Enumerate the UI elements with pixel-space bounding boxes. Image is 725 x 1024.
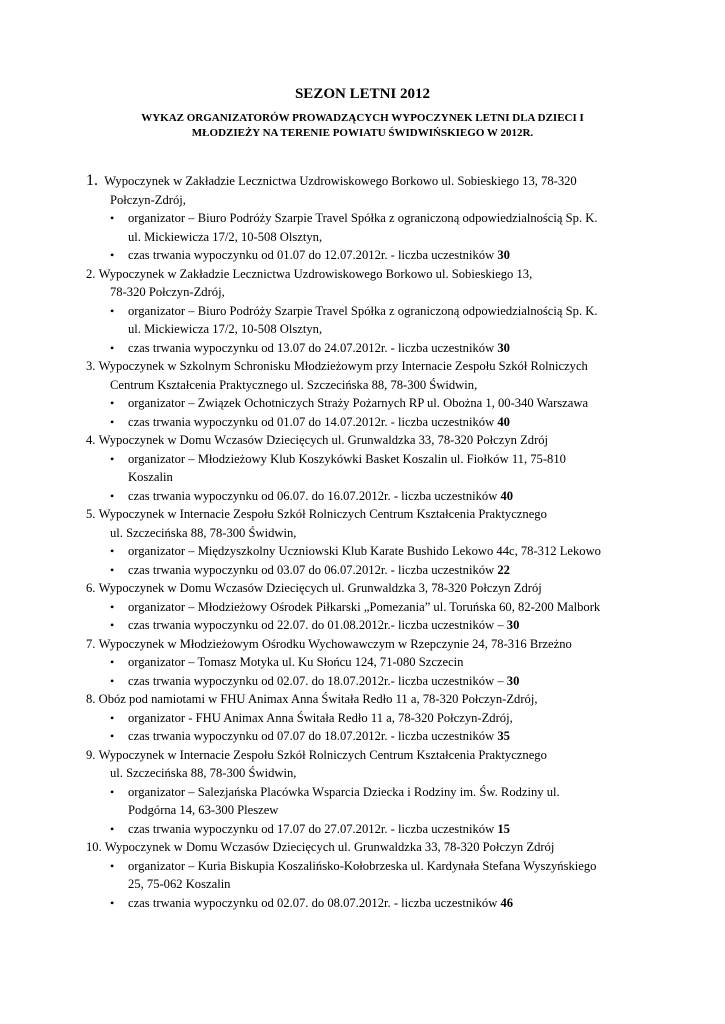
entry-heading xyxy=(86,431,646,450)
participant-count: 40 xyxy=(497,414,510,429)
organizer-bullet xyxy=(86,450,646,487)
entry-details xyxy=(86,709,646,746)
organizer-text: organizator – Biuro Podróży Szarpie Travel Spółka z ograniczoną odpowiedzialnością Sp. K. xyxy=(128,303,598,318)
entry-details xyxy=(86,783,646,839)
organizer-list xyxy=(86,172,646,912)
duration-text: czas trwania wypoczynku od 02.07. do 08.07.2012r. - liczba uczestników xyxy=(128,895,501,910)
participant-count: 30 xyxy=(506,618,520,632)
organizer-text: organizator – Salezjańska Placówka Wsparcia Dziecka i Rodziny im. Św. Rodziny ul. xyxy=(128,784,560,799)
entry-location: Wypoczynek w Zakładzie Lecznictwa Uzdrowiskowego Borkowo ul. Sobieskiego 13, 78-320 xyxy=(104,174,577,188)
organizer-text: organizator – Związek Ochotniczych Straży Pożarnych RP ul. Obożna 1, 00-340 Warszawa xyxy=(128,396,589,410)
organizer-bullet xyxy=(86,857,646,894)
duration-text: czas trwania wypoczynku od 06.07. do 16.07.2012r. - liczba uczestników xyxy=(128,488,501,503)
organizer-bullet xyxy=(86,653,646,672)
entry-location: Obóz pod namiotami w FHU Animax Anna Świtała Redło 11 a, 78-320 Połczyn-Zdrój, xyxy=(98,692,538,706)
entry-heading xyxy=(86,690,646,709)
entry-details xyxy=(86,394,646,431)
duration-bullet xyxy=(86,561,646,580)
organizer-bullet xyxy=(86,783,646,820)
duration-bullet xyxy=(86,672,646,691)
organizer-text: organizator – Tomasz Motyka ul. Ku Słońcu 124, 71-080 Szczecin xyxy=(128,655,464,669)
subtitle-line-1: WYKAZ ORGANIZATORÓW PROWADZĄCYCH WYPOCZYNEK LETNI DLA DZIECI I xyxy=(141,112,584,124)
organizer-text: organizator – Młodzieżowy Ośrodek Piłkarski „Pomezania” ul. Toruńska 60, 82-200 Malbork xyxy=(128,599,601,614)
duration-bullet xyxy=(86,616,646,635)
entry-location-cont: Połczyn-Zdrój, xyxy=(110,192,186,207)
list-item xyxy=(86,579,646,635)
entry-location: Wypoczynek w Internacie Zespołu Szkół Rolniczych Centrum Kształcenia Praktycznego xyxy=(98,747,547,762)
entry-location-cont: Centrum Kształcenia Praktycznego ul. Szczecińska 88, 78-300 Świdwin, xyxy=(110,377,478,392)
entry-details xyxy=(86,209,646,265)
list-item xyxy=(86,172,646,265)
organizer-text-cont: Koszalin xyxy=(128,470,173,484)
entry-number: 1. xyxy=(86,172,98,189)
organizer-text-cont: 25, 75-062 Koszalin xyxy=(128,877,231,891)
entry-number: 8. xyxy=(86,692,96,706)
list-item xyxy=(86,265,646,358)
entry-details xyxy=(86,450,646,506)
entry-location: Wypoczynek w Domu Wczasów Dziecięcych ul. Grunwaldzka 33, 78-320 Połczyn Zdrój xyxy=(104,840,555,854)
duration-text: czas trwania wypoczynku od 03.07 do 06.07.2012r. - liczba uczestników xyxy=(128,562,498,577)
list-item xyxy=(86,635,646,691)
entry-location: Wypoczynek w Domu Wczasów Dziecięcych ul. Grunwaldzka 3, 78-320 Połczyn Zdrój xyxy=(98,581,542,595)
duration-bullet xyxy=(86,413,646,432)
organizer-bullet xyxy=(86,209,646,246)
list-item xyxy=(86,838,646,912)
organizer-text-cont: ul. Mickiewicza 17/2, 10-508 Olsztyn, xyxy=(128,229,323,244)
organizer-text: organizator – Międzyszkolny Uczniowski Klub Karate Bushido Lekowo 44c, 78-312 Lekowo xyxy=(128,544,601,558)
entry-location-cont: ul. Szczecińska 88, 78-300 Świdwin, xyxy=(110,525,297,540)
entry-heading xyxy=(86,505,646,524)
entry-location: Wypoczynek w Domu Wczasów Dziecięcych ul. Grunwaldzka 33, 78-320 Połczyn Zdrój xyxy=(98,433,549,447)
entry-details xyxy=(86,857,646,913)
participant-count: 22 xyxy=(497,562,510,577)
entry-number: 10. xyxy=(86,840,102,854)
entry-number: 6. xyxy=(86,581,96,595)
list-item xyxy=(86,505,646,579)
entry-heading xyxy=(86,838,646,857)
participant-count: 15 xyxy=(497,821,510,836)
duration-text: czas trwania wypoczynku od 02.07. do 18.07.2012r.- liczba uczestników – xyxy=(128,673,507,688)
organizer-text: organizator – Kuria Biskupia Koszalińsko-Kołobrzeska ul. Kardynała Stefana Wyszyńskiego xyxy=(128,858,597,873)
entry-number: 7. xyxy=(86,636,96,651)
participant-count: 35 xyxy=(497,729,510,743)
duration-text: czas trwania wypoczynku od 01.07 do 14.07.2012r. - liczba uczestników xyxy=(128,414,498,429)
duration-bullet xyxy=(86,820,646,839)
organizer-text: organizator - FHU Animax Anna Świtała Redło 11 a, 78-320 Połczyn-Zdrój, xyxy=(128,710,513,725)
list-item xyxy=(86,431,646,505)
entry-number: 3. xyxy=(86,359,96,373)
entry-details xyxy=(86,542,646,579)
duration-bullet xyxy=(86,894,646,913)
entry-details xyxy=(86,598,646,635)
list-item xyxy=(86,746,646,839)
organizer-text-cont: ul. Mickiewicza 17/2, 10-508 Olsztyn, xyxy=(128,322,323,336)
organizer-bullet xyxy=(86,709,646,728)
organizer-text: organizator – Młodzieżowy Klub Koszykówki Basket Koszalin ul. Fiołków 11, 75-810 xyxy=(128,451,566,466)
subtitle-line-2: MŁODZIEŻY NA TERENIE POWIATU ŚWIDWIŃSKIEGO W 2012R. xyxy=(191,127,534,139)
entry-heading xyxy=(86,746,646,765)
participant-count: 40 xyxy=(500,488,514,503)
list-item xyxy=(86,357,646,431)
entry-number: 2. xyxy=(86,266,96,281)
entry-location: Wypoczynek w Internacie Zespołu Szkół Rolniczych Centrum Kształcenia Praktycznego xyxy=(98,507,547,521)
duration-bullet xyxy=(86,246,646,265)
page-title: SEZON LETNI 2012 xyxy=(294,86,431,102)
entry-number: 5. xyxy=(86,507,96,521)
duration-text: czas trwania wypoczynku od 17.07 do 27.07.2012r. - liczba uczestników xyxy=(128,821,498,836)
duration-bullet xyxy=(86,487,646,506)
duration-text: czas trwania wypoczynku od 22.07. do 01.08.2012r.- liczba uczestników – xyxy=(128,618,507,632)
entry-details xyxy=(86,653,646,690)
entry-location: Wypoczynek w Szkolnym Schronisku Młodzieżowym przy Internacie Zespołu Szkół Rolniczych xyxy=(98,359,588,373)
entry-number: 4. xyxy=(86,433,96,447)
entry-heading xyxy=(86,635,646,654)
entry-details xyxy=(86,302,646,358)
organizer-bullet xyxy=(86,542,646,561)
organizer-bullet xyxy=(86,394,646,413)
list-item xyxy=(86,690,646,746)
entry-heading xyxy=(86,579,646,598)
duration-text: czas trwania wypoczynku od 01.07 do 12.07.2012r. - liczba uczestników xyxy=(128,248,498,262)
organizer-text: organizator – Biuro Podróży Szarpie Travel Spółka z ograniczoną odpowiedzialnością Sp. K. xyxy=(128,211,598,225)
participant-count: 46 xyxy=(500,895,514,910)
organizer-bullet xyxy=(86,598,646,617)
organizer-text-cont: Podgórna 14, 63-300 Pleszew xyxy=(128,803,279,817)
participant-count: 30 xyxy=(497,340,510,355)
entry-heading xyxy=(86,172,646,191)
duration-bullet xyxy=(86,339,646,358)
entry-heading xyxy=(86,357,646,376)
entry-location: Wypoczynek w Zakładzie Lecznictwa Uzdrowiskowego Borkowo ul. Sobieskiego 13, xyxy=(98,266,533,281)
duration-text: czas trwania wypoczynku od 13.07 do 24.07.2012r. - liczba uczestników xyxy=(128,340,498,355)
entry-number: 9. xyxy=(86,747,96,762)
duration-bullet xyxy=(86,727,646,746)
entry-heading xyxy=(86,265,646,284)
entry-location: Wypoczynek w Młodzieżowym Ośrodku Wychowawczym w Rzepczynie 24, 78-316 Brzeżno xyxy=(98,636,572,651)
duration-text: czas trwania wypoczynku od 07.07 do 18.07.2012r. - liczba uczestników xyxy=(128,729,498,743)
organizer-bullet xyxy=(86,302,646,339)
entry-location-cont: ul. Szczecińska 88, 78-300 Świdwin, xyxy=(110,766,297,780)
page-subtitle xyxy=(0,111,725,141)
participant-count: 30 xyxy=(497,248,510,262)
participant-count: 30 xyxy=(506,673,520,688)
entry-location-cont: 78-320 Połczyn-Zdrój, xyxy=(110,285,225,299)
